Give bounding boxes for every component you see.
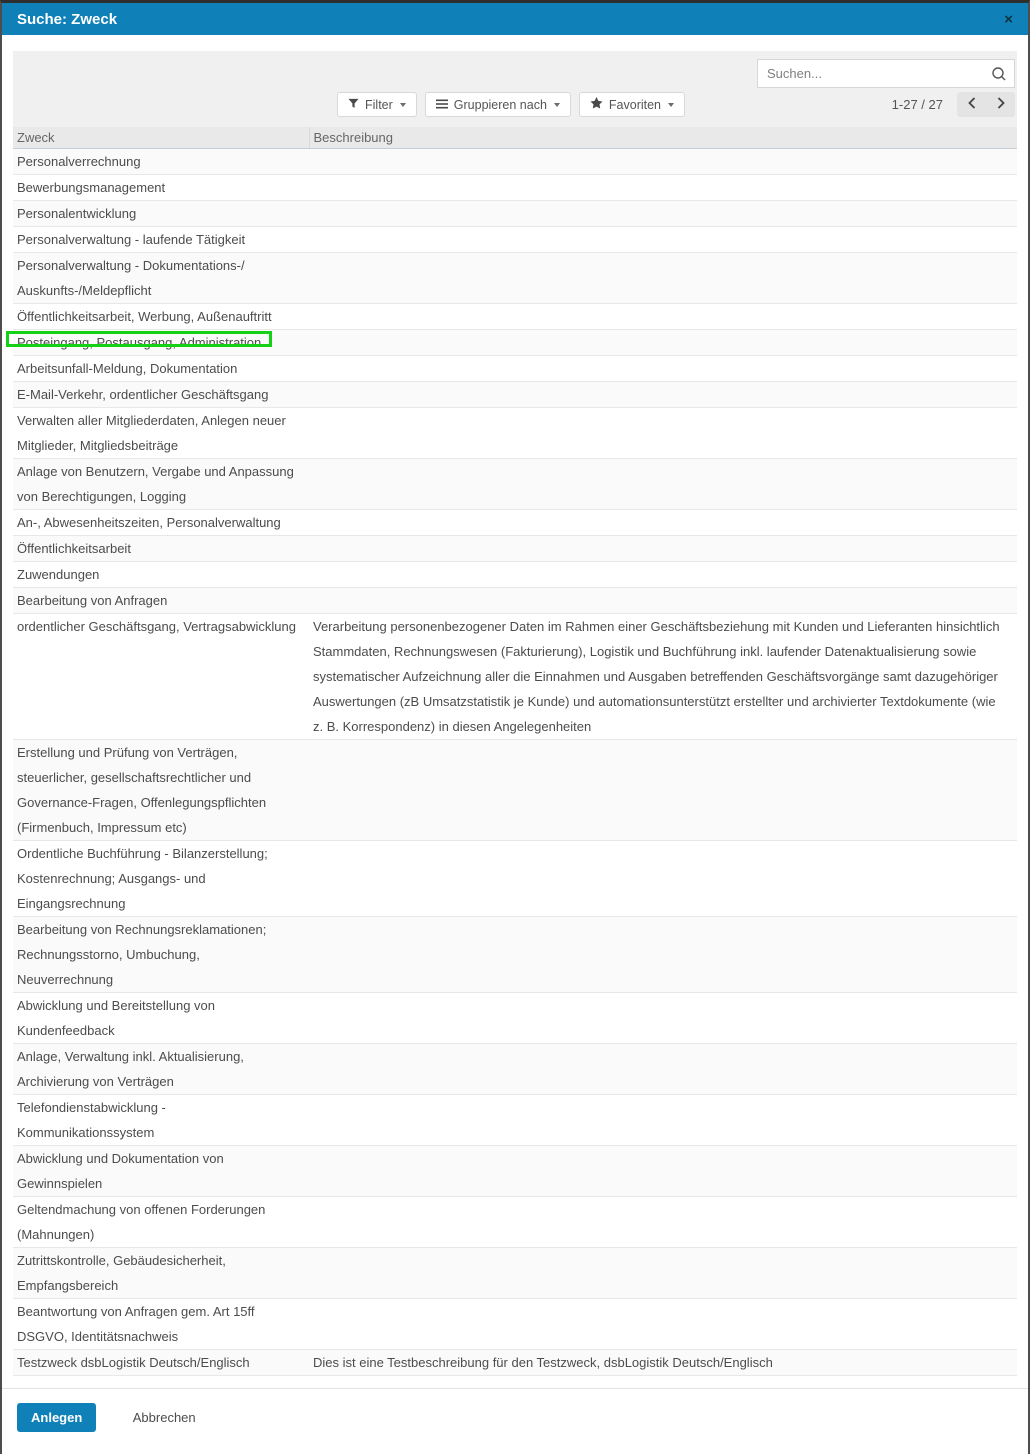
star-icon [590,97,603,112]
zweck-cell[interactable]: Posteingang, Postausgang, Administration [13,330,309,356]
zweck-cell[interactable]: Bewerbungsmanagement [13,175,309,201]
beschreibung-cell[interactable] [309,227,1017,253]
table-row[interactable] [13,1197,1017,1248]
zweck-cell[interactable]: Personalverrechnung [13,149,309,175]
beschreibung-cell[interactable] [309,1299,1017,1350]
pager [892,92,1015,117]
zweck-cell[interactable]: Zutrittskontrolle, Gebäudesicherheit, Empfangsbereich [13,1248,309,1299]
beschreibung-cell[interactable] [309,459,1017,510]
beschreibung-cell[interactable] [309,1248,1017,1299]
group-by-button[interactable] [425,92,571,117]
table-row[interactable] [13,917,1017,993]
beschreibung-cell[interactable] [309,149,1017,175]
zweck-cell[interactable]: Personalverwaltung - Dokumentations-/ Auskunfts-/Meldepflicht [13,253,309,304]
table-row[interactable] [13,227,1017,253]
group-by-button-label: Gruppieren nach [453,97,547,112]
zweck-cell[interactable]: Bearbeitung von Rechnungsreklamationen; Rechnungsstorno, Umbuchung, Neuverrechnung [13,917,309,993]
table-row[interactable] [13,562,1017,588]
zweck-cell[interactable]: Anlage von Benutzern, Vergabe und Anpassung von Berechtigungen, Logging [13,459,309,510]
beschreibung-cell[interactable] [309,201,1017,227]
zweck-cell[interactable]: Personalverwaltung - laufende Tätigkeit [13,227,309,253]
table-row[interactable] [13,1248,1017,1299]
table-row[interactable] [13,175,1017,201]
table-row[interactable] [13,841,1017,917]
table-row[interactable] [13,1044,1017,1095]
column-header-beschreibung[interactable]: Beschreibung [309,127,1017,149]
table-row[interactable] [13,201,1017,227]
beschreibung-cell[interactable] [309,917,1017,993]
table-row[interactable] [13,536,1017,562]
zweck-cell[interactable]: Beantwortung von Anfragen gem. Art 15ff DSGVO, Identitätsnachweis [13,1299,309,1350]
cancel-button[interactable]: Abbrechen [127,1409,202,1426]
pager-range: 1-27 / 27 [891,97,943,112]
control-panel [13,51,1017,127]
table-row[interactable] [13,253,1017,304]
beschreibung-cell[interactable] [309,1146,1017,1197]
beschreibung-cell[interactable] [309,304,1017,330]
table-row[interactable] [13,408,1017,459]
beschreibung-cell[interactable] [309,330,1017,356]
chevron-left-icon [968,97,976,112]
zweck-cell[interactable]: Öffentlichkeitsarbeit, Werbung, Außenauftritt [13,304,309,330]
table-row[interactable] [13,1299,1017,1350]
favorites-button-label: Favoriten [608,97,662,112]
zweck-cell[interactable]: ordentlicher Geschäftsgang, Vertragsabwicklung [13,614,309,740]
table-row[interactable] [13,1146,1017,1197]
beschreibung-cell[interactable] [309,510,1017,536]
search-icon[interactable] [991,66,1007,87]
chevron-right-icon [997,97,1005,112]
filter-button-label: Filter [365,97,393,112]
zweck-cell[interactable]: Öffentlichkeitsarbeit [13,536,309,562]
beschreibung-cell[interactable] [309,1095,1017,1146]
beschreibung-cell[interactable] [309,408,1017,459]
zweck-cell[interactable]: Arbeitsunfall-Meldung, Dokumentation [13,356,309,382]
table-row[interactable] [13,356,1017,382]
filter-icon [348,98,359,112]
chevron-down-icon [668,103,674,107]
table-row[interactable] [13,614,1017,740]
pager-next-button[interactable] [986,92,1015,117]
zweck-cell[interactable]: Ordentliche Buchführung - Bilanzerstellung; Kostenrechnung; Ausgangs- und Eingangsrechnung [13,841,309,917]
filter-button-group [337,92,685,117]
beschreibung-cell[interactable] [309,588,1017,614]
table-row[interactable] [13,382,1017,408]
column-header-zweck[interactable]: Zweck [13,127,309,149]
zweck-cell[interactable]: Verwalten aller Mitgliederdaten, Anlegen neuer Mitglieder, Mitgliedsbeiträge [13,408,309,459]
results-table [13,127,1017,1376]
beschreibung-cell[interactable] [309,562,1017,588]
beschreibung-cell[interactable] [309,841,1017,917]
zweck-cell[interactable]: Bearbeitung von Anfragen [13,588,309,614]
search-input[interactable] [757,59,1015,88]
table-row[interactable] [13,149,1017,175]
beschreibung-cell[interactable] [309,993,1017,1044]
dialog-footer [2,1388,1028,1454]
table-row[interactable] [13,304,1017,330]
table-row[interactable] [13,588,1017,614]
beschreibung-cell[interactable] [309,1197,1017,1248]
dialog-header [2,3,1028,35]
zweck-cell[interactable]: Erstellung und Prüfung von Verträgen, steuerlicher, gesellschaftsrechtlicher und Governance-Fragen, Offenlegungspflichten (Firmenbuch, Impressum etc) [13,740,309,841]
dialog-title: Suche: Zweck [17,10,118,28]
table-row[interactable] [13,330,1017,356]
zweck-cell[interactable]: Testzweck dsbLogistik Deutsch/Englisch [13,1350,309,1376]
chevron-down-icon [400,103,406,107]
beschreibung-cell[interactable] [309,536,1017,562]
zweck-cell[interactable]: Abwicklung und Bereitstellung von Kundenfeedback [13,993,309,1044]
create-button[interactable]: Anlegen [17,1403,96,1432]
table-row[interactable] [13,993,1017,1044]
zweck-cell[interactable]: Personalentwicklung [13,201,309,227]
zweck-cell[interactable]: An-, Abwesenheitszeiten, Personalverwaltung [13,510,309,536]
beschreibung-cell[interactable]: Verarbeitung personenbezogener Daten im Rahmen einer Geschäftsbeziehung mit Kunden und Lieferanten hinsichtlich Stammdaten, Rechnungswesen (Fakturierung), Logistik und Buchführung inkl. laufender Datenaktualisierung sowie systematischer Aufzeichnung aller die Einnahmen und Ausgaben betreffenden Geschäftsvorgänge samt dazugehöriger Auswertungen (zB Umsatzstatistik je Kunde) und automationsunterstützt erstellter und archivierter Textdokumente (wie z. B. Korrespondenz) in diesen Angelegenheiten [309,614,1017,740]
beschreibung-cell[interactable] [309,740,1017,841]
beschreibung-cell[interactable] [309,253,1017,304]
beschreibung-cell[interactable]: Dies ist eine Testbeschreibung für den Testzweck, dsbLogistik Deutsch/Englisch [309,1350,1017,1376]
group-by-icon [436,98,448,112]
filter-button[interactable] [337,92,417,117]
dialog-body [2,35,1028,1376]
table-row[interactable] [13,1350,1017,1376]
pager-prev-button[interactable] [957,92,986,117]
table-row[interactable] [13,459,1017,510]
zweck-cell[interactable]: Abwicklung und Dokumentation von Gewinnspielen [13,1146,309,1197]
beschreibung-cell[interactable] [309,356,1017,382]
beschreibung-cell[interactable] [309,382,1017,408]
zweck-cell[interactable]: Telefondienstabwicklung - Kommunikationssystem [13,1095,309,1146]
table-header-row [13,127,1017,149]
favorites-button[interactable] [579,92,685,117]
zweck-cell[interactable]: E-Mail-Verkehr, ordentlicher Geschäftsgang [13,382,309,408]
table-row[interactable] [13,1095,1017,1146]
table-row[interactable] [13,510,1017,536]
close-icon[interactable]: × [1004,10,1013,28]
annotation-highlight-box [6,331,272,347]
zweck-cell[interactable]: Anlage, Verwaltung inkl. Aktualisierung, Archivierung von Verträgen [13,1044,309,1095]
table-row[interactable] [13,740,1017,841]
chevron-down-icon [554,103,560,107]
pager-buttons [957,92,1015,117]
zweck-cell[interactable]: Zuwendungen [13,562,309,588]
beschreibung-cell[interactable] [309,1044,1017,1095]
beschreibung-cell[interactable] [309,175,1017,201]
search-box [757,59,1015,88]
zweck-cell[interactable]: Geltendmachung von offenen Forderungen (Mahnungen) [13,1197,309,1248]
